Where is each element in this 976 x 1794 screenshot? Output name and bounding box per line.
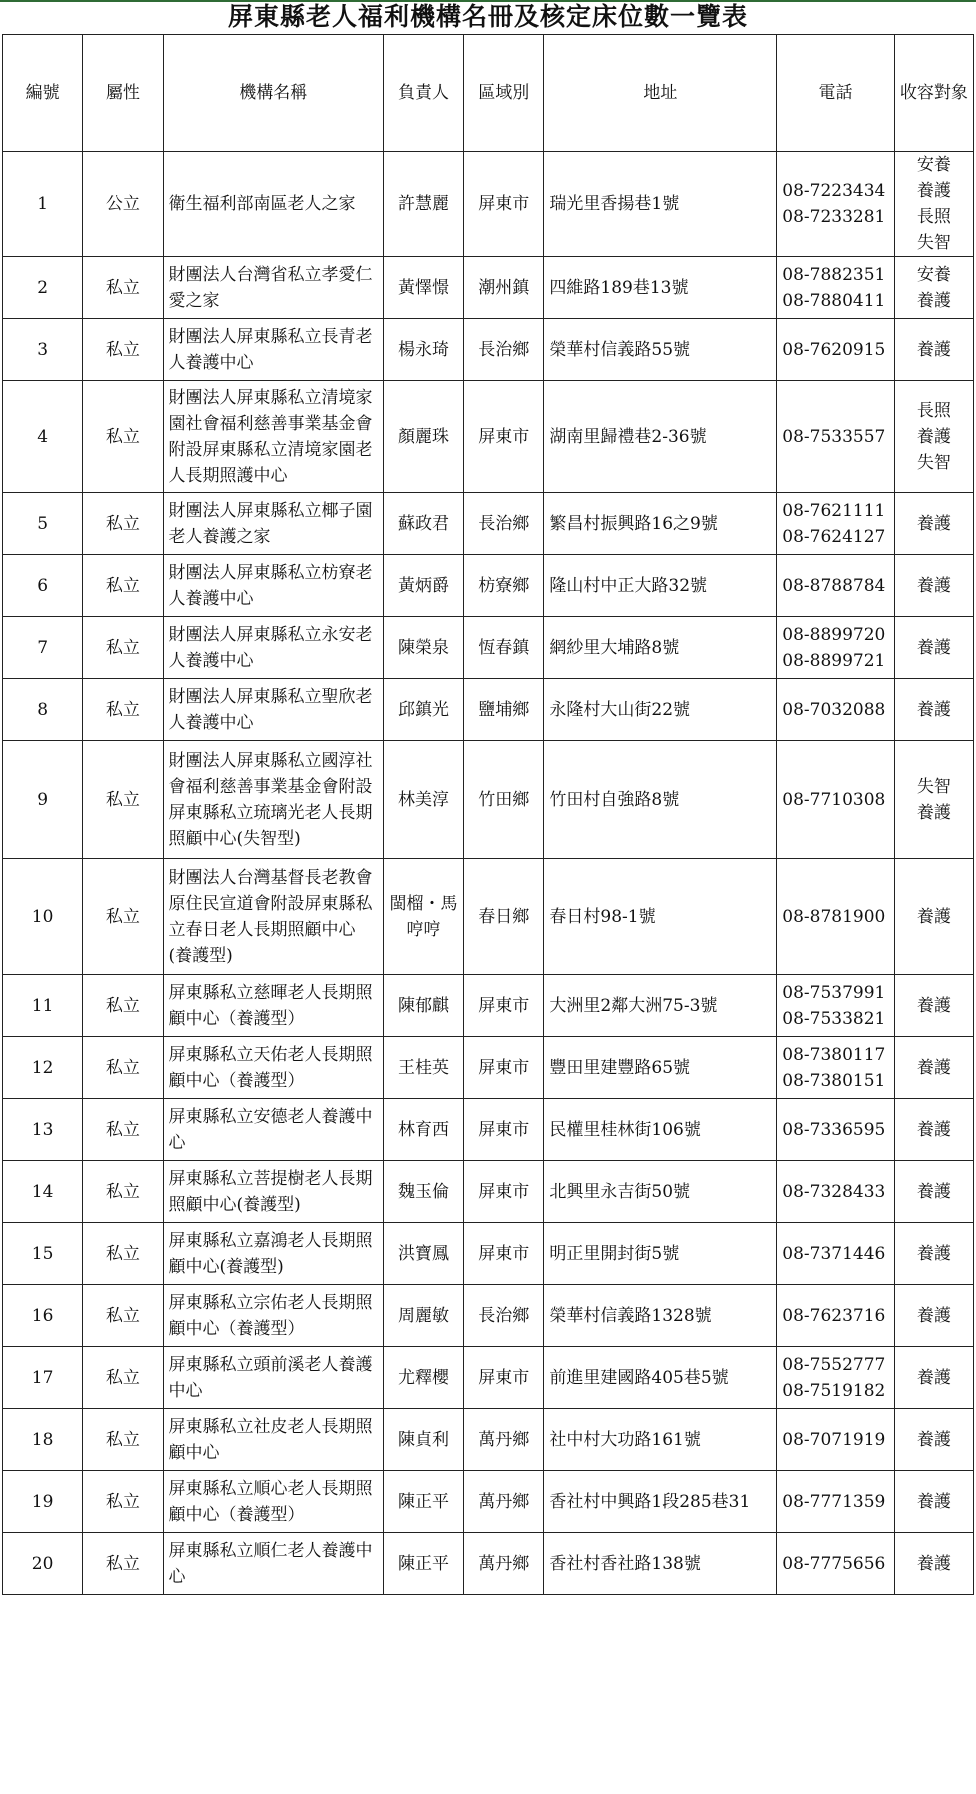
target-item: 養護 [916,181,951,201]
cell-owner: 蘇政君 [383,493,463,555]
cell-no: 4 [3,381,83,493]
phone-number: 08-8781900 [782,906,886,927]
target-item: 養護 [916,1057,951,1078]
cell-phone [777,859,895,975]
phone-number: 08-7623716 [782,1305,886,1326]
header-phone: 電話 [777,35,895,152]
cell-address: 大洲里2鄰大洲75-3號 [544,975,777,1037]
cell-owner: 陳榮泉 [383,617,463,679]
cell-address: 繁昌村振興路16之9號 [544,493,777,555]
cell-name: 財團法人屏東縣私立永安老人養護中心 [163,617,383,679]
cell-address: 四維路189巷13號 [544,257,777,319]
cell-target [894,319,973,381]
cell-type: 公立 [83,152,163,257]
target-item: 養護 [916,1367,951,1388]
table-row [3,617,974,679]
cell-target [894,975,973,1037]
cell-owner: 楊永琦 [383,319,463,381]
cell-area: 屏東市 [464,1161,544,1223]
header-name: 機構名稱 [163,35,383,152]
cell-type: 私立 [83,381,163,493]
cell-target [894,741,973,859]
cell-no: 10 [3,859,83,975]
cell-phone [777,555,895,617]
cell-target [894,493,973,555]
target-item: 養護 [916,906,951,927]
cell-name: 屏東縣私立社皮老人長期照顧中心 [163,1409,383,1471]
cell-area: 萬丹鄉 [464,1409,544,1471]
cell-address: 北興里永吉街50號 [544,1161,777,1223]
page-title: 屏東縣老人福利機構名冊及核定床位數一覽表 [227,2,748,31]
cell-no: 8 [3,679,83,741]
table-row [3,152,974,257]
cell-area: 竹田鄉 [464,741,544,859]
cell-name: 財團法人屏東縣私立清境家園社會福利慈善事業基金會附設屏東縣私立清境家園老人長期照護中心 [163,381,383,493]
target-item: 養護 [916,575,951,596]
cell-area: 屏東市 [464,1099,544,1161]
table-row [3,741,974,859]
cell-address: 榮華村信義路1328號 [544,1285,777,1347]
cell-type: 私立 [83,1099,163,1161]
cell-name: 財團法人屏東縣私立國淳社會福利慈善事業基金會附設屏東縣私立琉璃光老人長期照顧中心(失智型) [163,741,383,859]
cell-owner: 陳正平 [383,1533,463,1595]
cell-owner: 林美淳 [383,741,463,859]
cell-no: 13 [3,1099,83,1161]
phone-number: 08-7233281 [782,207,886,227]
cell-no: 15 [3,1223,83,1285]
table-row [3,859,974,975]
cell-owner: 黃炳爵 [383,555,463,617]
cell-phone [777,617,895,679]
cell-owner: 陳貞利 [383,1409,463,1471]
cell-phone [777,1471,895,1533]
cell-area: 屏東市 [464,975,544,1037]
phone-number: 08-7336595 [782,1119,886,1140]
table-row [3,1037,974,1099]
cell-target [894,859,973,975]
cell-type: 私立 [83,493,163,555]
phone-number: 08-7032088 [782,699,886,720]
header-type: 屬性 [83,35,163,152]
phone-number: 08-7223434 [782,181,886,201]
cell-name: 屏東縣私立順心老人長期照顧中心（養護型） [163,1471,383,1533]
cell-target [894,617,973,679]
header-owner: 負責人 [383,35,463,152]
cell-address: 湖南里歸禮巷2-36號 [544,381,777,493]
cell-type: 私立 [83,1037,163,1099]
target-item: 養護 [916,637,951,658]
cell-phone [777,257,895,319]
cell-owner: 陳郁麒 [383,975,463,1037]
cell-address: 隆山村中正大路32號 [544,555,777,617]
cell-owner: 周麗敏 [383,1285,463,1347]
cell-name: 屏東縣私立順仁老人養護中心 [163,1533,383,1595]
cell-no: 19 [3,1471,83,1533]
cell-area: 恆春鎮 [464,617,544,679]
target-item: 安養 [916,264,951,285]
target-item: 養護 [916,290,951,311]
phone-number: 08-7552777 [782,1354,886,1375]
phone-number: 08-7620915 [782,339,886,360]
phone-number: 08-7533821 [782,1008,886,1029]
cell-no: 1 [3,152,83,257]
table-row [3,555,974,617]
cell-phone [777,493,895,555]
table-row [3,319,974,381]
table-row [3,257,974,319]
cell-no: 17 [3,1347,83,1409]
phone-number: 08-7621111 [782,500,886,521]
cell-address: 社中村大功路161號 [544,1409,777,1471]
target-item: 失智 [916,776,951,797]
cell-no: 5 [3,493,83,555]
target-item: 養護 [916,1553,951,1574]
target-item: 養護 [916,513,951,534]
cell-owner: 顏麗珠 [383,381,463,493]
cell-target [894,679,973,741]
cell-area: 屏東市 [464,1347,544,1409]
cell-no: 14 [3,1161,83,1223]
cell-name: 屏東縣私立宗佑老人長期照顧中心（養護型） [163,1285,383,1347]
cell-type: 私立 [83,1285,163,1347]
target-item: 養護 [916,995,951,1016]
phone-number: 08-7371446 [782,1243,886,1264]
cell-no: 7 [3,617,83,679]
cell-area: 長治鄉 [464,1285,544,1347]
cell-type: 私立 [83,975,163,1037]
cell-phone [777,1161,895,1223]
cell-phone [777,1037,895,1099]
target-item: 養護 [916,1491,951,1512]
cell-target [894,1409,973,1471]
cell-address: 榮華村信義路55號 [544,319,777,381]
header-area: 區域別 [464,35,544,152]
cell-address: 永隆村大山街22號 [544,679,777,741]
table-row [3,1285,974,1347]
table-row [3,1223,974,1285]
cell-name: 財團法人屏東縣私立枋寮老人養護中心 [163,555,383,617]
cell-no: 9 [3,741,83,859]
target-item: 養護 [916,1429,951,1450]
phone-number: 08-7624127 [782,526,886,547]
cell-phone [777,381,895,493]
cell-target [894,1471,973,1533]
cell-address: 香社村香社路138號 [544,1533,777,1595]
cell-phone [777,1533,895,1595]
phone-number: 08-7519182 [782,1380,886,1401]
cell-area: 屏東市 [464,1223,544,1285]
cell-owner: 黃懌憬 [383,257,463,319]
cell-no: 16 [3,1285,83,1347]
cell-address: 前進里建國路405巷5號 [544,1347,777,1409]
target-item: 養護 [916,699,951,720]
cell-type: 私立 [83,679,163,741]
cell-type: 私立 [83,1533,163,1595]
phone-number: 08-7880411 [782,290,886,311]
target-item: 養護 [916,1243,951,1264]
cell-address: 豐田里建豐路65號 [544,1037,777,1099]
cell-owner: 許慧麗 [383,152,463,257]
cell-type: 私立 [83,1347,163,1409]
cell-target [894,257,973,319]
cell-target [894,1037,973,1099]
cell-type: 私立 [83,1223,163,1285]
table-row [3,1533,974,1595]
cell-address: 瑞光里香揚巷1號 [544,152,777,257]
cell-no: 3 [3,319,83,381]
table-row [3,679,974,741]
cell-area: 枋寮鄉 [464,555,544,617]
cell-phone [777,152,895,257]
cell-area: 長治鄉 [464,319,544,381]
cell-address: 網紗里大埔路8號 [544,617,777,679]
target-item: 失智 [916,452,951,473]
cell-type: 私立 [83,1409,163,1471]
cell-no: 11 [3,975,83,1037]
cell-owner: 林育西 [383,1099,463,1161]
phone-number: 08-7380151 [782,1070,886,1091]
cell-phone [777,319,895,381]
cell-type: 私立 [83,617,163,679]
target-item: 養護 [916,339,951,360]
target-item: 長照 [916,207,951,227]
institution-table [2,34,974,1595]
cell-type: 私立 [83,257,163,319]
target-item: 養護 [916,426,951,447]
cell-name: 屏東縣私立安德老人養護中心 [163,1099,383,1161]
phone-number: 08-7071919 [782,1429,886,1450]
cell-name: 財團法人屏東縣私立聖欣老人養護中心 [163,679,383,741]
cell-target [894,1285,973,1347]
cell-phone [777,975,895,1037]
cell-area: 長治鄉 [464,493,544,555]
cell-target [894,1099,973,1161]
cell-target [894,1161,973,1223]
cell-phone [777,679,895,741]
cell-area: 萬丹鄉 [464,1533,544,1595]
cell-target [894,381,973,493]
cell-no: 12 [3,1037,83,1099]
cell-target [894,555,973,617]
target-item: 養護 [916,1305,951,1326]
cell-address: 民權里桂林街106號 [544,1099,777,1161]
cell-owner: 閩榴・馬哼哼 [383,859,463,975]
header-target: 收容對象 [894,35,973,152]
cell-name: 屏東縣私立頭前溪老人養護中心 [163,1347,383,1409]
phone-number: 08-7775656 [782,1553,886,1574]
cell-name: 財團法人屏東縣私立椰子園老人養護之家 [163,493,383,555]
cell-type: 私立 [83,1161,163,1223]
cell-no: 6 [3,555,83,617]
cell-no: 18 [3,1409,83,1471]
table-row [3,975,974,1037]
cell-name: 財團法人屏東縣私立長青老人養護中心 [163,319,383,381]
phone-number: 08-7533557 [782,426,886,447]
header-address: 地址 [544,35,777,152]
target-item: 養護 [916,1181,951,1202]
cell-phone [777,1409,895,1471]
cell-address: 竹田村自強路8號 [544,741,777,859]
cell-type: 私立 [83,859,163,975]
target-item: 養護 [916,1119,951,1140]
phone-number: 08-7710308 [782,789,886,810]
cell-name: 財團法人台灣省私立孝愛仁愛之家 [163,257,383,319]
cell-area: 鹽埔鄉 [464,679,544,741]
table-row [3,1347,974,1409]
cell-target [894,152,973,257]
phone-number: 08-8899721 [782,650,886,671]
target-item: 失智 [916,233,951,253]
cell-name: 屏東縣私立菩提樹老人長期照顧中心(養護型) [163,1161,383,1223]
cell-owner: 王桂英 [383,1037,463,1099]
cell-address: 明正里開封街5號 [544,1223,777,1285]
cell-owner: 洪寶鳳 [383,1223,463,1285]
phone-number: 08-8899720 [782,624,886,645]
phone-number: 08-7380117 [782,1044,886,1065]
cell-area: 屏東市 [464,1037,544,1099]
cell-phone [777,1099,895,1161]
cell-area: 春日鄉 [464,859,544,975]
cell-type: 私立 [83,319,163,381]
cell-name: 屏東縣私立天佑老人長期照顧中心（養護型） [163,1037,383,1099]
table-row [3,1471,974,1533]
cell-target [894,1223,973,1285]
phone-number: 08-7771359 [782,1491,886,1512]
cell-type: 私立 [83,1471,163,1533]
cell-owner: 尤釋櫻 [383,1347,463,1409]
cell-phone [777,741,895,859]
cell-phone [777,1285,895,1347]
cell-target [894,1347,973,1409]
header-row [3,35,974,152]
cell-area: 屏東市 [464,381,544,493]
target-item: 養護 [916,802,951,823]
cell-name: 屏東縣私立慈暉老人長期照顧中心（養護型） [163,975,383,1037]
cell-name: 衛生福利部南區老人之家 [163,152,383,257]
cell-owner: 魏玉倫 [383,1161,463,1223]
cell-phone [777,1347,895,1409]
target-item: 長照 [916,400,951,421]
table-row [3,381,974,493]
table-row [3,1161,974,1223]
cell-address: 香社村中興路1段285巷31 [544,1471,777,1533]
cell-owner: 邱鎮光 [383,679,463,741]
header-no: 編號 [3,35,83,152]
cell-name: 屏東縣私立嘉鴻老人長期照顧中心(養護型) [163,1223,383,1285]
cell-address: 春日村98-1號 [544,859,777,975]
phone-number: 08-7882351 [782,264,886,285]
cell-name: 財團法人台灣基督長老教會原住民宣道會附設屏東縣私立春日老人長期照顧中心(養護型) [163,859,383,975]
cell-phone [777,1223,895,1285]
table-row [3,1409,974,1471]
table-row [3,1099,974,1161]
cell-type: 私立 [83,741,163,859]
cell-target [894,1533,973,1595]
cell-type: 私立 [83,555,163,617]
cell-no: 2 [3,257,83,319]
cell-owner: 陳正平 [383,1471,463,1533]
cell-no: 20 [3,1533,83,1595]
phone-number: 08-8788784 [782,575,886,596]
phone-number: 08-7537991 [782,982,886,1003]
phone-number: 08-7328433 [782,1181,886,1202]
cell-area: 萬丹鄉 [464,1471,544,1533]
cell-area: 屏東市 [464,152,544,257]
cell-area: 潮州鎮 [464,257,544,319]
table-body [3,152,974,1595]
target-item: 安養 [916,155,951,175]
table-row [3,493,974,555]
